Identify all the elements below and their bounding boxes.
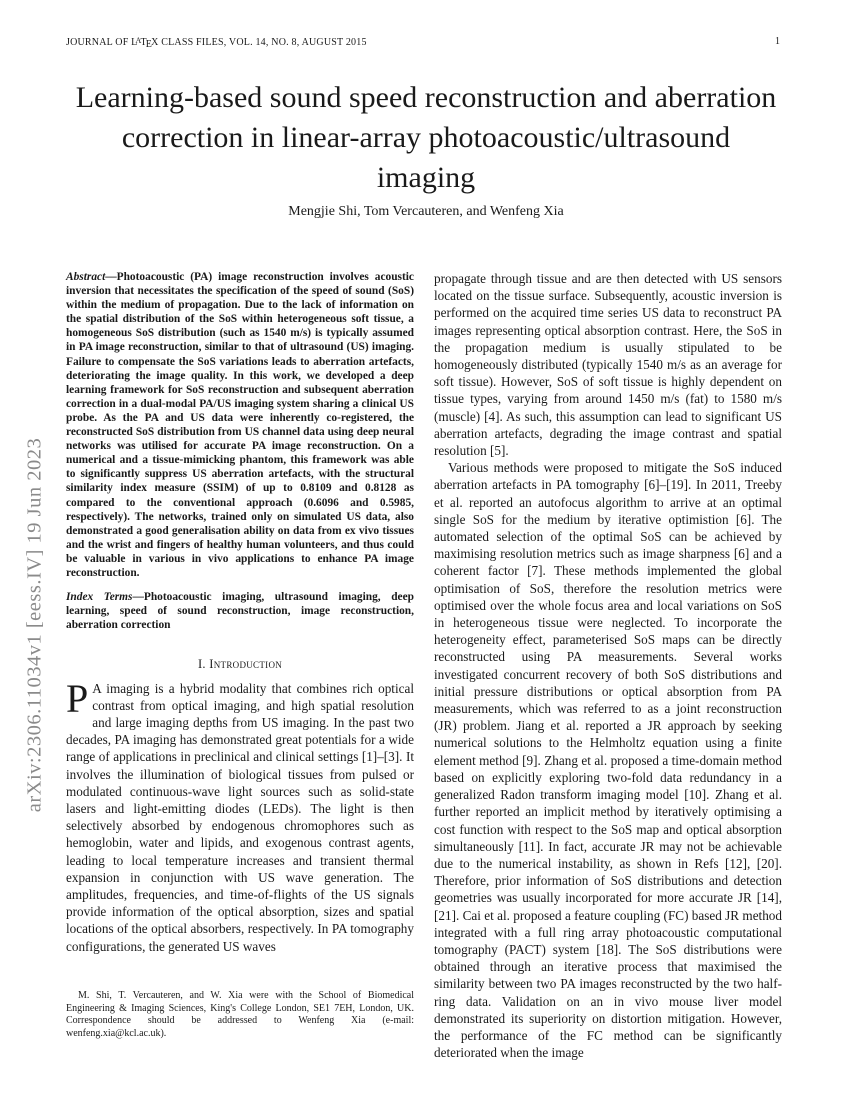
author-list: Mengjie Shi, Tom Vercauteren, and Wenfeng Xia: [288, 204, 564, 219]
drop-cap: P: [66, 675, 89, 721]
abstract-text: —Photoacoustic (PA) image reconstruction involves acoustic inversion that necessitates the specification of the speed of sound (SoS) within the medium of propagation. Due to the lack of information on the spatial distribution of the SoS within heterogeneous soft tissue, a homogeneous SoS distribution (such as 1540 m/s) is typically assumed in PA image reconstruction, similar to that of ultrasound (US) imaging. Failure to compensate the SoS variations leads to aberration artefacts, deteriorating the image quality. In this work, we developed a deep learning framework for SoS reconstruction and subsequent aberration correction in a dual-modal PA/US imaging system sharing a clinical US probe. As the PA and US data were inherently co-registered, the reconstructed SoS distribution from US channel data using deep neural networks was utilised for accurate PA image reconstruction. On a numerical and a tissue-mimicking phantom, this framework was able to significantly suppress US aberration artefacts, with the structural similarity index measure (SSIM) of up to 0.8109 and 0.8128 as compared to the conventional approach (0.6096 and 0.5985, respectively). The networks, trained only on simulated US data, also demonstrated a good generalisation ability on data from ex vivo tissues and the wrist and fingers of healthy human volunteers, and thus could be valuable in various in vivo applications to enhance PA image reconstruction.: [66, 271, 414, 579]
intro-paragraph-text: A imaging is a hybrid modality that combines rich optical contrast from optical imaging, and high spatial resolution and large imaging depths from US imaging. In the past two decades, PA imaging has demonstrated great potentials for a wide range of applications in preclinical and clinical settings [1]–[3]. It involves the illumination of biological tissues from pulsed or modulated continuous-wave light sources such as solid-state lasers and light-emitting diodes (LEDs). The light is then selectively absorbed by endogenous chromophores such as hemoglobin, water and lipids, and exogenous contrast agents, leading to local temperature increases and transient thermal expansion in conjunction with US wave generation. The amplitudes, frequencies, and time-of-flights of the US signals provide information of the optical absorption, sizes and spatial locations of the optical absorbers, respectively. In PA tomography configurations, the generated US waves: [66, 680, 414, 954]
paper-title: Learning-based sound speed reconstruction and aberration correction in linear-array photoacoustic/ultrasound imaging: [75, 81, 777, 194]
arxiv-stamp-text: arXiv:2306.11034v1 [eess.IV] 19 Jun 2023: [23, 437, 46, 813]
index-terms-text: —Photoacoustic imaging, ultrasound imaging, deep learning, speed of sound reconstruction, image reconstruction, aberration correction: [66, 591, 414, 632]
abstract-label: Abstract: [66, 271, 106, 283]
right-column: [434, 270, 782, 1061]
index-terms-label: Index Terms: [66, 591, 133, 604]
index-terms: [66, 590, 414, 632]
footnote-text: M. Shi, T. Vercauteren, and W. Xia were with the School of Biomedical Engineering & Imaging Sciences, King's College London, SE1 7EH, London, UK. Correspondence should be addressed to Wenfeng Xia (e-mail: wenfeng.xia@kcl.ac.uk).: [66, 990, 414, 1039]
running-head: JOURNAL OF $L^ATEX$ CLASS FILES, VOL. 14, NO. 8, AUGUST 2015: [66, 36, 367, 50]
intro-paragraph: [66, 675, 414, 955]
affiliation-footnote: [66, 990, 414, 1040]
body-paragraph: Various methods were proposed to mitigate the SoS induced aberration artefacts in PA tomography [6]–[19]. In 2011, Treeby et al. reported an autofocus algorithm to arrive at an optimal single SoS for the medium by iterative optimistion [6]. The automated selection of the optimal SoS can be achieved by maximising resolution metrics such as image sharpness [6] and a coherent factor [7]. These methods implemented the global optimisation of SoS, therefore the resolution metrics were optimised over the whole focus area and local variations on SoS in heterogeneous tissue were neglected. To incorporate the heterogeneity effect, parameterised SoS maps can be directly reconstructed using PA measurements. Several works investigated concurrent recovery of both SoS distributions and initial pressure distributions or optical absorption from PA measurements, which was referred to as a joint reconstruction (JR) problem. Jiang et al. reported a JR approach by seeking numerical solutions to the Helmholtz equation using a finite element method [9]. Zhang et al. proposed a time-domain method based on explicitly exploring two-fold data redundancy in a generalized Radon transform imaging model [10]. Zhang et al. further reported an implicit method by iteratively optimising a cost function with respect to the SoS map and optical absorption simultaneously [11]. In fact, accurate JR may not be achievable due to the numerical instability, as shown in Refs [12], [20]. Therefore, prior information of SoS distributions and detection geometries was usually incorporated for more accurate JR [14], [21]. Cai et al. proposed a feature coupling (FC) based JR method integrated with a full ring array photoacoustic computational tomography (PACT) system [18]. The SoS distributions were obtained through an iterative process that maximised the similarity between two PA images reconstructed by the two half-ring data. Validation on an in vivo mouse liver model demonstrated its superiority on distortion mitigation. However, the performance of the FC method can be significantly deteriorated when the image: [434, 460, 782, 1061]
abstract: [66, 270, 414, 580]
section-numeral: I.: [197, 657, 206, 672]
page-number: 1: [775, 36, 780, 47]
section-title: Introduction: [209, 657, 283, 672]
body-paragraph: propagate through tissue and are then detected with US sensors located on the tissue surface. Subsequently, acoustic inversion is performed on the acquired time series US data to reconstruct PA images representing optical absorption contrast. Here, the SoS in the propagation medium is usually stipulated to be homogeneously distributed (typically 1540 m/s as an average for soft tissue). However, SoS of soft tissue is highly dependent on tissue types, varying from around 1450 m/s (fat) to 1580 m/s (muscle) [4]. As such, this assumption can lead to significant US aberration artefacts, degrading the image contrast and spatial resolution [5].: [434, 271, 782, 459]
section-heading-introduction: [66, 656, 414, 673]
left-column: [66, 270, 414, 955]
arxiv-stamp: [23, 437, 55, 813]
